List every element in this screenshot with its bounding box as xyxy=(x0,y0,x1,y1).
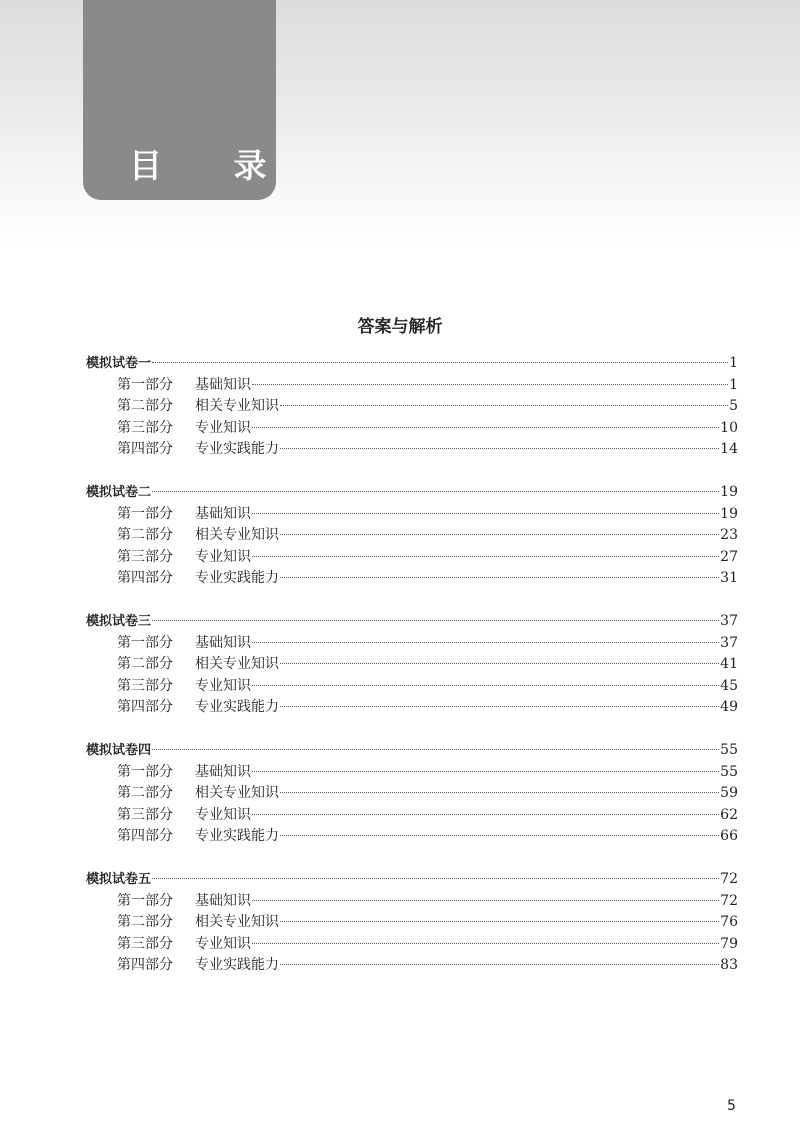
dot-leader xyxy=(280,920,719,922)
toc-entry-part[interactable] xyxy=(86,396,738,418)
dot-leader xyxy=(280,662,719,664)
toc-entry-part[interactable] xyxy=(86,762,738,784)
toc-part-label: 第二部分 xyxy=(117,914,173,930)
dot-leader xyxy=(252,770,719,772)
toc-page-number: 55 xyxy=(720,742,738,758)
toc-part-name: 基础知识 xyxy=(195,376,251,393)
toc-part-name: 基础知识 xyxy=(195,505,251,522)
toc-part-name: 专业知识 xyxy=(195,548,251,565)
toc-page-number: 23 xyxy=(720,527,738,543)
toc-part-label: 第一部分 xyxy=(117,634,173,651)
toc-part-name: 专业实践能力 xyxy=(195,570,279,586)
dot-leader xyxy=(252,899,719,901)
toc-page-number: 66 xyxy=(720,828,738,844)
dot-leader xyxy=(280,963,719,965)
toc-group xyxy=(86,740,738,848)
dot-leader xyxy=(152,490,719,492)
toc-page-number: 83 xyxy=(720,957,738,973)
toc-entry-exam[interactable] xyxy=(86,740,738,762)
dot-leader xyxy=(280,576,719,578)
toc-page-number: 76 xyxy=(720,914,738,930)
toc-part-name: 相关专业知识 xyxy=(195,914,279,930)
toc-part-name: 专业知识 xyxy=(195,677,251,694)
toc-entry-part[interactable] xyxy=(86,375,738,397)
toc-page-number: 41 xyxy=(720,656,738,672)
toc-entry-exam[interactable] xyxy=(86,869,738,891)
toc-page-number: 31 xyxy=(720,570,738,586)
toc-entry-part[interactable] xyxy=(86,676,738,698)
toc-part-name: 基础知识 xyxy=(195,634,251,651)
toc-entry-part[interactable] xyxy=(86,783,738,805)
toc-part-name: 专业实践能力 xyxy=(195,828,279,844)
toc-part-label: 第四部分 xyxy=(117,957,173,973)
toc-page-number: 55 xyxy=(720,763,738,780)
toc-part-name: 基础知识 xyxy=(195,763,251,780)
toc-entry-exam[interactable] xyxy=(86,353,738,375)
toc-part-label: 第四部分 xyxy=(117,828,173,844)
toc-entry-part[interactable] xyxy=(86,568,738,590)
dot-leader xyxy=(280,404,728,406)
dot-leader xyxy=(280,834,719,836)
dot-leader xyxy=(152,748,719,750)
dot-leader xyxy=(280,447,719,449)
toc-page-number: 72 xyxy=(720,892,738,909)
dot-leader xyxy=(252,383,728,385)
toc-page-number: 1 xyxy=(729,355,738,371)
toc-part-name: 专业实践能力 xyxy=(195,957,279,973)
toc-page-number: 1 xyxy=(729,376,738,393)
dot-leader xyxy=(252,555,719,557)
toc-part-name: 专业知识 xyxy=(195,419,251,436)
toc-page-number: 37 xyxy=(720,613,738,629)
toc-entry-part[interactable] xyxy=(86,934,738,956)
toc-part-label: 第四部分 xyxy=(117,570,173,586)
toc-part-name: 专业实践能力 xyxy=(195,441,279,457)
dot-leader xyxy=(152,619,719,621)
toc-part-name: 相关专业知识 xyxy=(195,398,279,414)
dot-leader xyxy=(152,361,728,363)
section-title: 答案与解析 xyxy=(357,317,443,337)
page-title: 目 录 xyxy=(129,146,297,185)
toc-group xyxy=(86,611,738,719)
toc-part-name: 专业实践能力 xyxy=(195,699,279,715)
toc-page-number: 59 xyxy=(720,785,738,801)
toc-exam-title: 模拟试卷五 xyxy=(86,872,152,887)
toc-part-label: 第一部分 xyxy=(117,892,173,909)
toc-entry-part[interactable] xyxy=(86,439,738,461)
toc-exam-title: 模拟试卷一 xyxy=(86,356,152,371)
toc-part-label: 第一部分 xyxy=(117,763,173,780)
toc-entry-part[interactable] xyxy=(86,654,738,676)
toc-group xyxy=(86,869,738,977)
toc-exam-title: 模拟试卷三 xyxy=(86,614,152,629)
toc-page-number: 19 xyxy=(720,484,738,500)
table-of-contents xyxy=(86,353,738,998)
toc-part-label: 第三部分 xyxy=(117,548,173,565)
toc-part-label: 第三部分 xyxy=(117,419,173,436)
toc-page-number: 27 xyxy=(720,548,738,565)
toc-part-label: 第四部分 xyxy=(117,441,173,457)
dot-leader xyxy=(152,877,719,879)
toc-page-number: 62 xyxy=(720,806,738,823)
toc-exam-title: 模拟试卷四 xyxy=(86,743,152,758)
toc-part-name: 相关专业知识 xyxy=(195,656,279,672)
toc-part-label: 第二部分 xyxy=(117,785,173,801)
toc-part-name: 相关专业知识 xyxy=(195,527,279,543)
toc-part-label: 第三部分 xyxy=(117,935,173,952)
toc-part-name: 专业知识 xyxy=(195,806,251,823)
toc-entry-part[interactable] xyxy=(86,891,738,913)
dot-leader xyxy=(252,426,719,428)
toc-page-number: 37 xyxy=(720,634,738,651)
toc-page-number: 49 xyxy=(720,699,738,715)
toc-page-number: 79 xyxy=(720,935,738,952)
toc-page-number: 14 xyxy=(720,441,738,457)
toc-exam-title: 模拟试卷二 xyxy=(86,485,152,500)
toc-entry-part[interactable] xyxy=(86,826,738,848)
dot-leader xyxy=(280,705,719,707)
toc-entry-part[interactable] xyxy=(86,805,738,827)
toc-page-number: 45 xyxy=(720,677,738,694)
toc-entry-part[interactable] xyxy=(86,418,738,440)
toc-part-name: 专业知识 xyxy=(195,935,251,952)
toc-entry-exam[interactable] xyxy=(86,611,738,633)
toc-part-label: 第一部分 xyxy=(117,505,173,522)
toc-part-name: 相关专业知识 xyxy=(195,785,279,801)
toc-part-label: 第三部分 xyxy=(117,806,173,823)
page-number: 5 xyxy=(727,1098,736,1114)
toc-part-label: 第二部分 xyxy=(117,527,173,543)
toc-part-label: 第三部分 xyxy=(117,677,173,694)
dot-leader xyxy=(252,942,719,944)
toc-part-label: 第二部分 xyxy=(117,656,173,672)
dot-leader xyxy=(280,791,719,793)
dot-leader xyxy=(252,641,719,643)
toc-page-number: 72 xyxy=(720,871,738,887)
toc-part-label: 第一部分 xyxy=(117,376,173,393)
toc-part-label: 第二部分 xyxy=(117,398,173,414)
toc-page-number: 5 xyxy=(729,398,738,414)
toc-group xyxy=(86,353,738,461)
toc-entry-part[interactable] xyxy=(86,525,738,547)
dot-leader xyxy=(252,684,719,686)
toc-part-name: 基础知识 xyxy=(195,892,251,909)
toc-page-number: 19 xyxy=(720,505,738,522)
dot-leader xyxy=(252,813,719,815)
toc-entry-part[interactable] xyxy=(86,955,738,977)
toc-entry-part[interactable] xyxy=(86,697,738,719)
toc-group xyxy=(86,482,738,590)
toc-entry-part[interactable] xyxy=(86,912,738,934)
toc-entry-part[interactable] xyxy=(86,504,738,526)
toc-entry-part[interactable] xyxy=(86,633,738,655)
toc-entry-part[interactable] xyxy=(86,547,738,569)
toc-part-label: 第四部分 xyxy=(117,699,173,715)
toc-entry-exam[interactable] xyxy=(86,482,738,504)
dot-leader xyxy=(280,533,719,535)
toc-page-number: 10 xyxy=(720,419,738,436)
dot-leader xyxy=(252,512,719,514)
